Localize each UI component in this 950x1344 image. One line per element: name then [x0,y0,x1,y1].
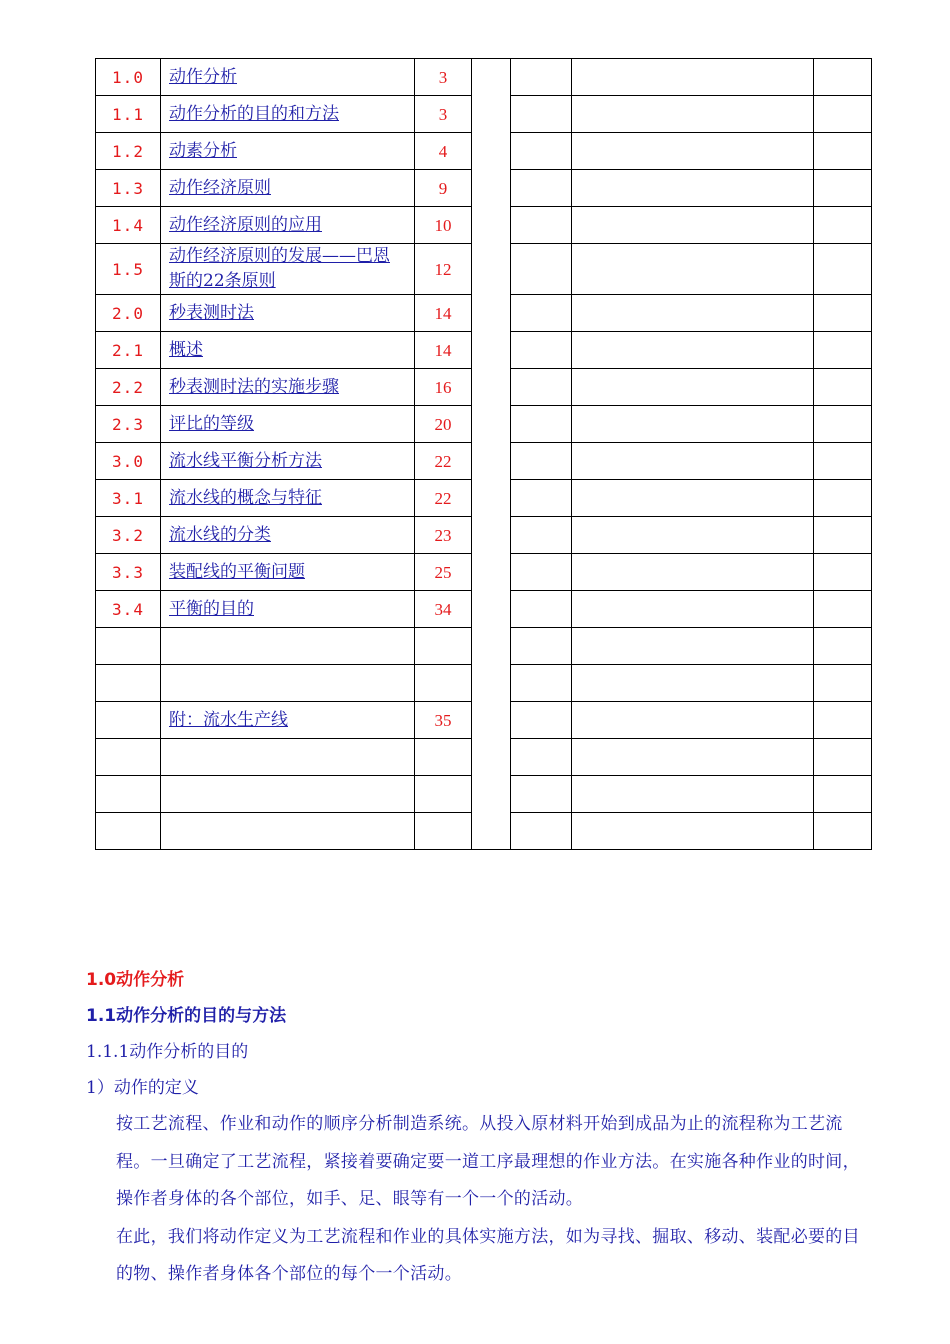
toc-empty-cell [814,480,872,517]
toc-page-number [415,665,472,702]
toc-empty-cell [572,665,814,702]
toc-section-number: 3.1 [96,480,161,517]
toc-link[interactable]: 评比的等级 [169,413,254,434]
toc-page-number [415,813,472,850]
toc-empty-cell [572,406,814,443]
toc-page-number: 25 [415,554,472,591]
toc-page-number: 12 [415,244,472,295]
toc-empty-cell [511,443,572,480]
toc-link[interactable]: 动作分析的目的和方法 [169,103,339,124]
toc-empty-cell [511,406,572,443]
toc-empty-cell [814,813,872,850]
toc-empty-cell [511,59,572,96]
toc-empty-cell [814,59,872,96]
toc-page-number: 3 [415,96,472,133]
toc-empty-cell [511,628,572,665]
toc-title-cell [161,133,415,170]
toc-title-cell [161,244,415,295]
toc-title-cell [161,369,415,406]
toc-title-cell [161,517,415,554]
toc-section-number: 3.3 [96,554,161,591]
toc-section-number: 1.5 [96,244,161,295]
toc-empty-cell [572,628,814,665]
toc-title-cell [161,332,415,369]
toc-section-number: 1.4 [96,207,161,244]
toc-empty-cell [814,207,872,244]
toc-empty-cell [511,517,572,554]
toc-title-cell [161,443,415,480]
toc-section-number [96,702,161,739]
toc-empty-cell [511,244,572,295]
toc-empty-cell [814,332,872,369]
toc-section-number: 1.2 [96,133,161,170]
toc-link[interactable]: 平衡的目的 [169,598,254,619]
toc-title-cell [161,628,415,665]
toc-spacer-column [472,59,511,850]
toc-section-number: 2.3 [96,406,161,443]
toc-empty-cell [511,665,572,702]
toc-empty-cell [511,369,572,406]
toc-empty-cell [511,554,572,591]
toc-link[interactable]: 流水线的分类 [169,524,271,545]
toc-title-cell [161,59,415,96]
toc-row [96,59,872,96]
toc-page-number [415,776,472,813]
toc-page-number: 16 [415,369,472,406]
toc-link[interactable]: 概述 [169,339,203,360]
toc-empty-cell [814,170,872,207]
toc-empty-cell [511,207,572,244]
toc-title-cell [161,739,415,776]
heading-1: 1.0动作分析 [86,970,185,990]
toc-empty-cell [572,244,814,295]
toc-section-number [96,628,161,665]
toc-empty-cell [814,96,872,133]
toc-title-cell [161,591,415,628]
toc-empty-cell [572,554,814,591]
toc-empty-cell [572,776,814,813]
toc-body [96,59,872,850]
toc-empty-cell [814,739,872,776]
toc-link[interactable]: 动作分析 [169,66,237,87]
toc-empty-cell [511,332,572,369]
toc-empty-cell [814,295,872,332]
toc-link[interactable]: 附：流水生产线 [169,709,288,730]
toc-page-number: 22 [415,443,472,480]
toc-empty-cell [511,813,572,850]
toc-link[interactable]: 动作经济原则 [169,177,271,198]
toc-page-number: 23 [415,517,472,554]
toc-link[interactable]: 秒表测时法 [169,302,254,323]
heading-3: 1.1.1动作分析的目的 [86,1042,249,1062]
toc-empty-cell [511,776,572,813]
toc-title-cell [161,776,415,813]
toc-title-cell [161,170,415,207]
toc-empty-cell [511,702,572,739]
toc-title-cell [161,96,415,133]
toc-link[interactable]: 秒表测时法的实施步骤 [169,376,339,397]
toc-empty-cell [572,739,814,776]
toc-page-number: 35 [415,702,472,739]
toc-page-number [415,628,472,665]
toc-title-cell [161,480,415,517]
toc-empty-cell [572,59,814,96]
toc-empty-cell [511,739,572,776]
toc-empty-cell [814,628,872,665]
toc-empty-cell [814,443,872,480]
heading-4: 1）动作的定义 [86,1078,199,1098]
toc-section-number [96,665,161,702]
toc-empty-cell [572,702,814,739]
toc-empty-cell [511,591,572,628]
toc-empty-cell [814,591,872,628]
toc-page-number: 4 [415,133,472,170]
toc-title-cell [161,554,415,591]
toc-section-number [96,776,161,813]
toc-section-number: 2.2 [96,369,161,406]
heading-2: 1.1动作分析的目的与方法 [86,1006,287,1026]
toc-page-number: 34 [415,591,472,628]
toc-empty-cell [814,369,872,406]
toc-empty-cell [814,702,872,739]
toc-empty-cell [572,369,814,406]
toc-link[interactable]: 动素分析 [169,140,237,161]
toc-empty-cell [814,244,872,295]
toc-empty-cell [572,480,814,517]
toc-empty-cell [511,96,572,133]
toc-section-number: 3.2 [96,517,161,554]
toc-empty-cell [511,480,572,517]
toc-section-number: 1.0 [96,59,161,96]
toc-section-number: 2.1 [96,332,161,369]
toc-title-cell [161,702,415,739]
toc-empty-cell [572,591,814,628]
toc-page-number: 14 [415,332,472,369]
toc-empty-cell [572,170,814,207]
toc-title-cell [161,665,415,702]
toc-section-number: 3.0 [96,443,161,480]
toc-empty-cell [511,170,572,207]
toc-section-number [96,813,161,850]
toc-title-cell [161,813,415,850]
toc-empty-cell [511,295,572,332]
toc-page-number: 22 [415,480,472,517]
toc-empty-cell [814,665,872,702]
table-of-contents [95,58,872,850]
toc-link[interactable]: 装配线的平衡问题 [169,561,305,582]
toc-title-cell [161,295,415,332]
toc-section-number: 3.4 [96,591,161,628]
toc-empty-cell [814,517,872,554]
toc-section-number: 1.3 [96,170,161,207]
toc-page-number: 10 [415,207,472,244]
toc-empty-cell [572,813,814,850]
toc-empty-cell [572,332,814,369]
paragraph: 按工艺流程、作业和动作的顺序分析制造系统。从投入原材料开始到成品为止的流程称为工艺流程。一旦确定了工艺流程，紧接着要确定要一道工序最理想的作业方法。在实施各种作业的时间，操作者身体的各个部位，如手、足、眼等有一个一个的活动。 [116,1114,860,1209]
toc-empty-cell [814,406,872,443]
toc-page-number: 14 [415,295,472,332]
toc-link[interactable]: 流水线平衡分析方法 [169,450,322,471]
toc-title-cell [161,406,415,443]
toc-empty-cell [572,517,814,554]
toc-empty-cell [572,443,814,480]
toc-empty-cell [814,776,872,813]
toc-page-number: 9 [415,170,472,207]
toc-link[interactable]: 动作经济原则的发展——巴恩斯的22条原则 [169,246,390,291]
toc-empty-cell [572,295,814,332]
toc-link[interactable]: 动作经济原则的应用 [169,214,322,235]
document-body [86,962,876,1294]
toc-empty-cell [814,554,872,591]
toc-empty-cell [572,133,814,170]
toc-section-number: 2.0 [96,295,161,332]
toc-empty-cell [572,96,814,133]
toc-page-number: 3 [415,59,472,96]
toc-section-number: 1.1 [96,96,161,133]
toc-title-cell [161,207,415,244]
toc-page-number: 20 [415,406,472,443]
toc-empty-cell [814,133,872,170]
toc-page-number [415,739,472,776]
toc-link[interactable]: 流水线的概念与特征 [169,487,322,508]
paragraph: 在此，我们将动作定义为工艺流程和作业的具体实施方法，如为寻找、掘取、移动、装配必要的目的物、操作者身体各个部位的每个一个活动。 [116,1226,860,1284]
toc-empty-cell [572,207,814,244]
toc-empty-cell [511,133,572,170]
toc-section-number [96,739,161,776]
